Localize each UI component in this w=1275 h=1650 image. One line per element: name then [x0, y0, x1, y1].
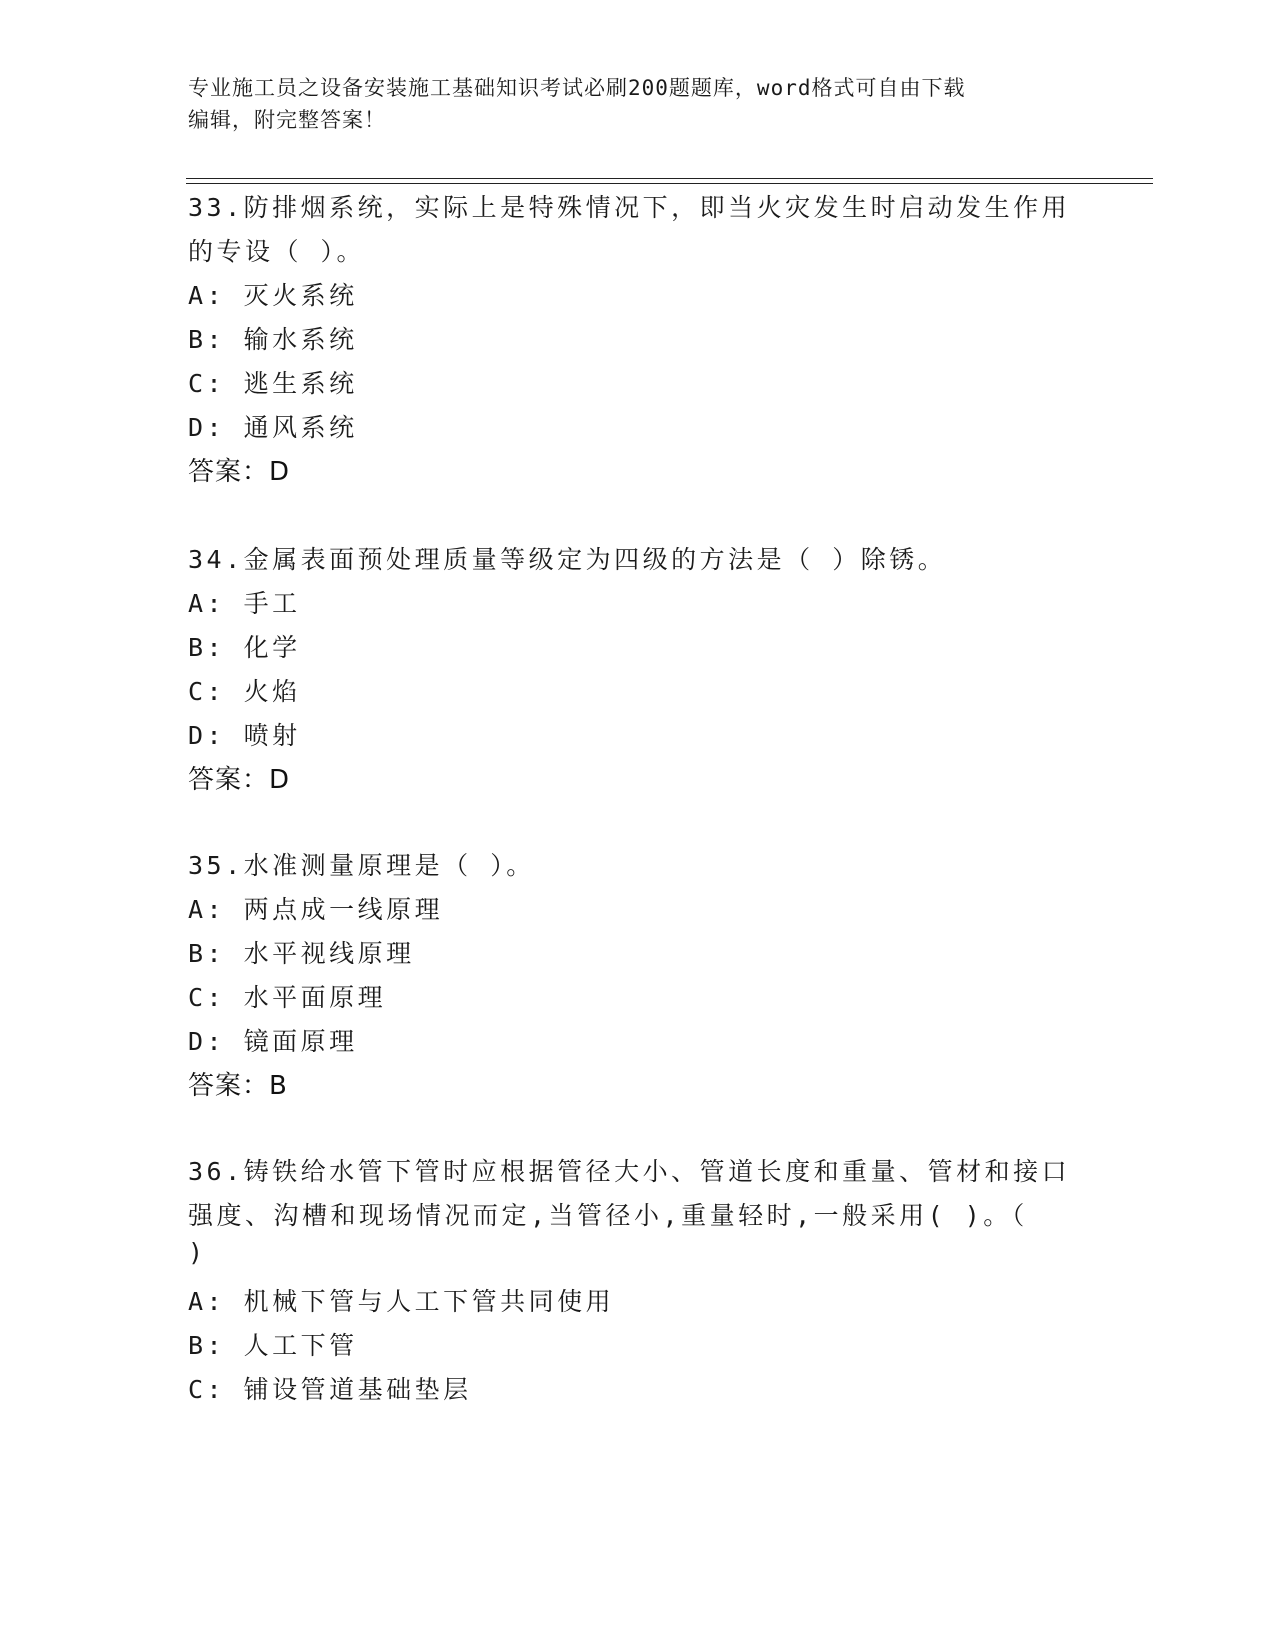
question-35-option-d: D: 镜面原理	[188, 1027, 358, 1056]
header-divider-bottom	[186, 183, 1153, 184]
question-36-option-c: C: 铺设管道基础垫层	[188, 1375, 472, 1404]
question-34-text-line-1: 34.金属表面预处理质量等级定为四级的方法是（ ）除锈。	[188, 545, 947, 574]
question-33-answer: 答案：D	[188, 457, 291, 487]
header-line-1: 专业施工员之设备安装施工基础知识考试必刷200题题库，word格式可自由下载	[188, 76, 966, 100]
question-33-option-b: B: 输水系统	[188, 325, 358, 354]
question-34-option-c: C: 火焰	[188, 677, 301, 706]
question-34-option-d: D: 喷射	[188, 721, 301, 750]
question-33-option-d: D: 通风系统	[188, 413, 358, 442]
question-34-answer: 答案：D	[188, 765, 291, 795]
question-36-option-b: B: 人工下管	[188, 1331, 358, 1360]
question-34-option-b: B: 化学	[188, 633, 301, 662]
header-line-2: 编辑，附完整答案！	[188, 108, 386, 132]
question-33-option-a: A: 灭火系统	[188, 281, 358, 310]
question-33-option-c: C: 逃生系统	[188, 369, 358, 398]
question-35-option-b: B: 水平视线原理	[188, 939, 415, 968]
document-header	[188, 72, 1068, 136]
question-33-text-line-2: 的专设（ ）。	[188, 237, 366, 266]
question-36-option-a: A: 机械下管与人工下管共同使用	[188, 1287, 615, 1316]
question-36-text-line-1: 36.铸铁给水管下管时应根据管径大小、管道长度和重量、管材和接口	[188, 1157, 1071, 1186]
question-35-option-a: A: 两点成一线原理	[188, 895, 444, 924]
question-33-text-line-1: 33.防排烟系统，实际上是特殊情况下，即当火灾发生时启动发生作用	[188, 193, 1071, 222]
question-36-text-line-2: 强度、沟槽和现场情况而定,当管径小,重量轻时,一般采用( )。（	[188, 1201, 1028, 1230]
question-36-text-line-3: )	[188, 1238, 207, 1267]
question-35-option-c: C: 水平面原理	[188, 983, 387, 1012]
question-34-option-a: A: 手工	[188, 589, 301, 618]
header-divider-top	[186, 178, 1153, 179]
question-35-text-line-1: 35.水准测量原理是（ ）。	[188, 851, 535, 880]
question-35-answer: 答案：B	[188, 1071, 288, 1101]
